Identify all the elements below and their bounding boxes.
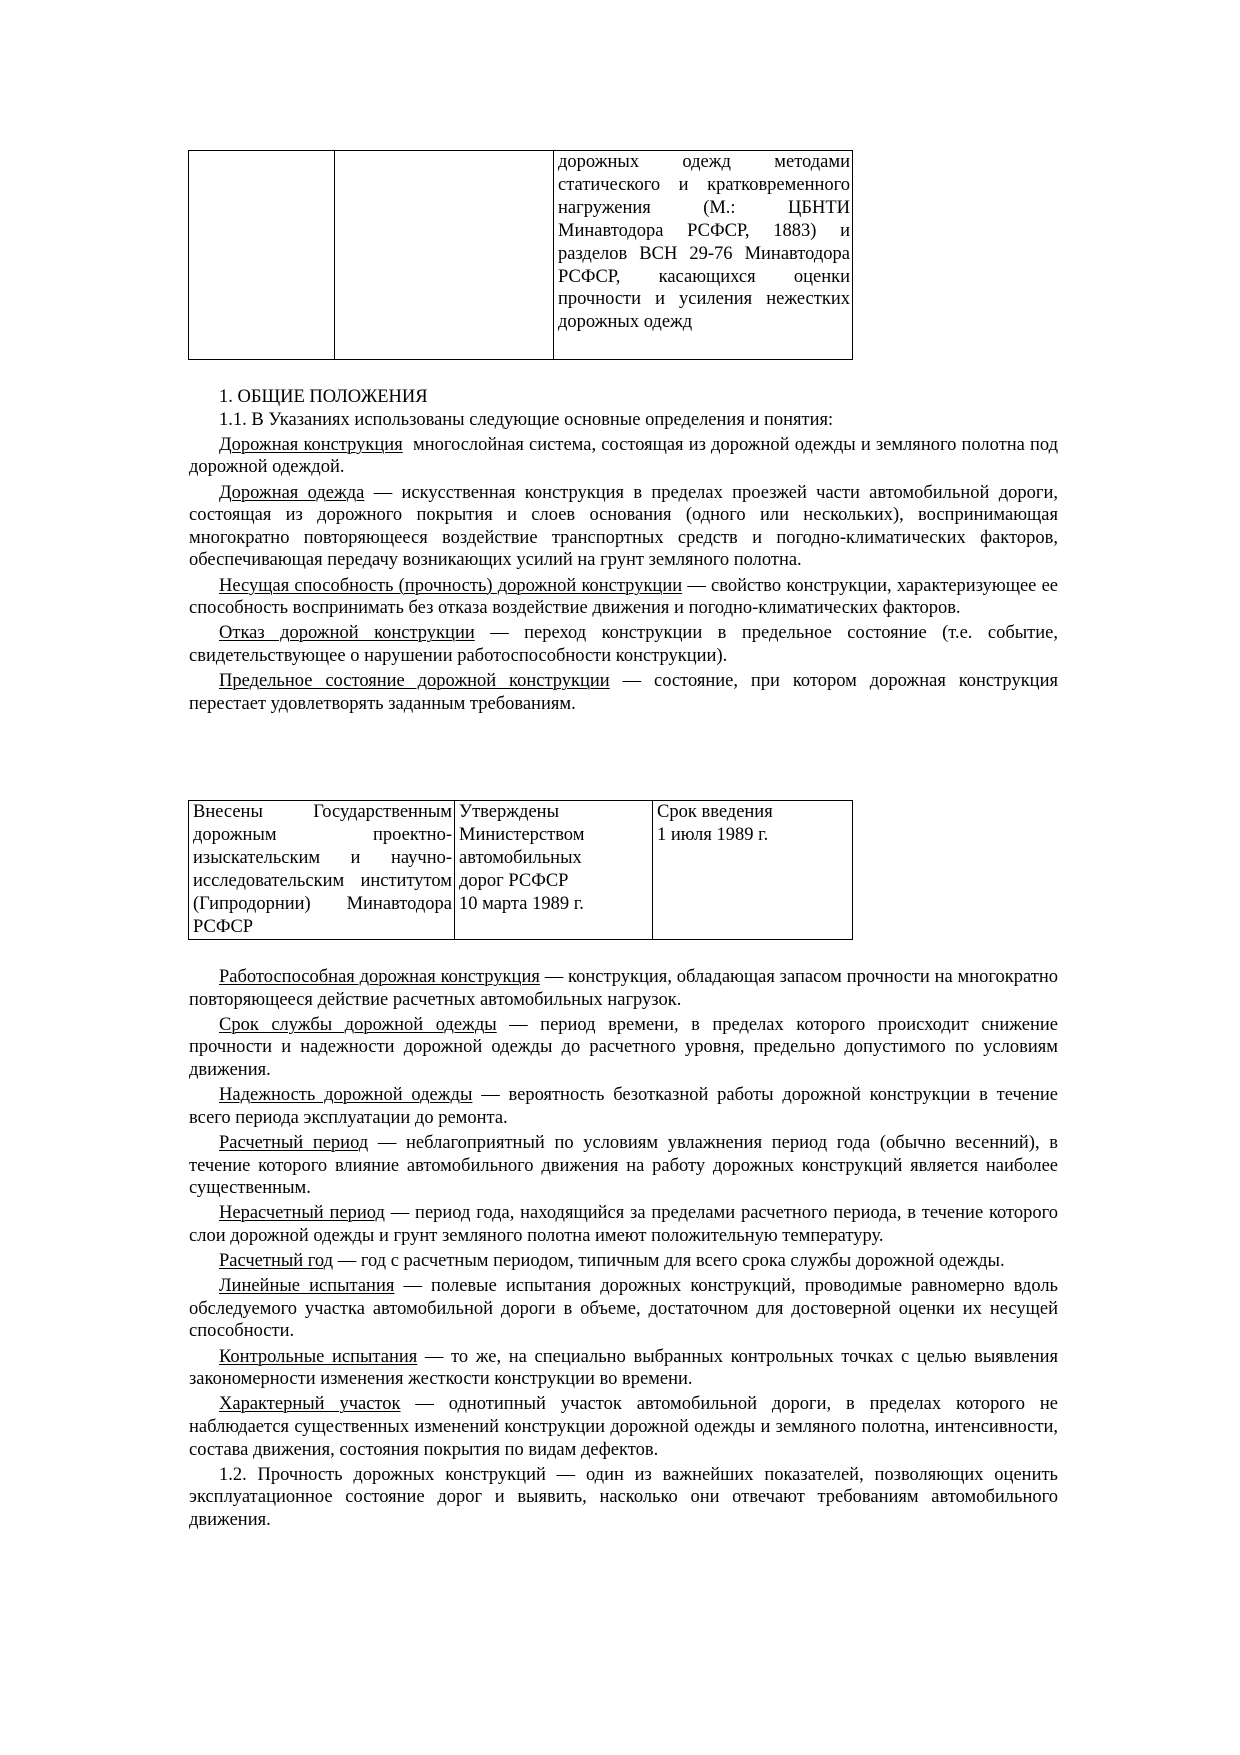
clause-1-2: 1.2. Прочность дорожных конструкций — один из важнейших показателей, позволяющих оценить эксплуатационное состояние дорог и выявить, насколько они отвечают требованиям автомобильного движения. [189, 1464, 1058, 1530]
definition-term: Дорожная конструкция [219, 434, 403, 455]
general-provisions-part-2 [189, 966, 1058, 1534]
table-cell-empty-1 [189, 151, 335, 360]
approved-line: Министерством [459, 824, 585, 845]
effective-label: Срок введения [657, 802, 773, 822]
table-row [189, 151, 853, 360]
definition-text: — однотипный участок автомобильной дороги, в пределах которого не наблюдается существенных изменений конструкции дорожной одежды и земляного полотна, интенсивности, состава движения, состояния покрытия по видам дефектов. [189, 1394, 1058, 1460]
definition-text: — полевые испытания дорожных конструкций, проводимые равномерно вдоль обследуемого участка автомобильной дороги в объеме, достаточном для достоверной оценки их несущей способности. [189, 1276, 1058, 1342]
definition-term: Срок службы дорожной одежды [219, 1014, 497, 1035]
definition-term: Несущая способность (прочность) дорожной конструкции [219, 575, 683, 596]
approval-table [188, 800, 853, 940]
definition-text: многослойная система, состоящая из дорожной одежды и земляного полотна под дорожной одеждой. [189, 434, 1063, 478]
definition-paragraph [189, 1346, 1058, 1391]
continuation-table [188, 150, 853, 360]
definition-term: Контрольные испытания [219, 1346, 418, 1367]
definition-paragraph [189, 1275, 1058, 1343]
approved-date: 10 марта 1989 г. [459, 893, 584, 914]
definition-term: Работоспособная дорожная конструкция [219, 967, 540, 987]
approved-line: Утверждены [459, 802, 560, 822]
definition-paragraph [189, 966, 1058, 1011]
definition-paragraph [189, 575, 1058, 620]
definition-paragraph [189, 1393, 1058, 1461]
section-heading: 1. ОБЩИЕ ПОЛОЖЕНИЯ [219, 387, 428, 407]
table-cell-description: дорожных одежд методами статического и кратковременного нагружения (М.: ЦБНТИ Минавтодора РСФСР, 1883) и разделов ВСН 29-76 Минавтодора РСФСР, касающихся оценки прочности и усиления нежестких дорожных одежд [554, 151, 853, 360]
definition-text: — искусственная конструкция в пределах проезжей части автомобильной дороги, состоящая из дорожного покрытия и слоев основания (одного или нескольких), воспринимающая многократно повторяющееся воздействие транспортных средств и погодно-климатических факторов, обеспечивающая передачу возникающих усилий на грунт земляного полотна. [189, 482, 1058, 571]
definition-paragraph [189, 1084, 1058, 1129]
table-row [189, 801, 853, 940]
definition-paragraph [189, 1132, 1058, 1200]
definition-text: — состояние, при котором дорожная конструкция перестает удовлетворять заданным требованиям. [189, 671, 1058, 714]
effective-date-cell [653, 801, 853, 940]
definition-term: Отказ дорожной конструкции [219, 623, 475, 644]
approved-line: автомобильных [459, 847, 582, 868]
approved-by-cell [455, 801, 653, 940]
definition-text: — свойство конструкции, характеризующее ее способность воспринимать без отказа воздействие движения и погодно-климатических факторов. [189, 575, 1058, 619]
definition-text: — неблагоприятный по условиям увлажнения период года (обычно весенний), в течение которого влияние автомобильного движения на работу дорожных конструкций является наиболее существенным. [189, 1132, 1058, 1199]
effective-date: 1 июля 1989 г. [657, 824, 769, 845]
definition-term: Расчетный год [219, 1251, 334, 1272]
definition-text: — конструкция, обладающая запасом прочности на многократно повторяющееся действие расчетных автомобильных нагрузок. [189, 967, 1058, 1010]
definition-term: Характерный участок [219, 1394, 401, 1415]
definition-text: — то же, на специально выбранных контрольных точках с целью выявления закономерности изменения жесткости конструкции во времени. [189, 1346, 1058, 1390]
definition-text: — период года, находящийся за пределами расчетного периода, в течение которого слои дорожной одежды и грунт земляного полотна имеют положительную температуру. [189, 1203, 1058, 1246]
definition-text: — переход конструкции в предельное состояние (т.е. событие, свидетельствующее о нарушении работоспособности конструкции). [189, 623, 1058, 666]
definition-term: Линейные испытания [219, 1276, 395, 1297]
definition-term: Расчетный период [219, 1132, 369, 1153]
definition-term: Предельное состояние дорожной конструкции [219, 671, 610, 692]
section-intro: 1.1. В Указаниях использованы следующие основные определения и понятия: [219, 409, 834, 430]
definition-paragraph [189, 622, 1058, 667]
definition-paragraph [189, 1014, 1058, 1082]
definition-paragraph [189, 482, 1058, 572]
definition-paragraph [189, 1202, 1058, 1247]
definition-text: — период времени, в пределах которого происходит снижение прочности и надежности дорожной одежды до расчетного уровня, предельно допустимого по условиям движения. [189, 1014, 1058, 1080]
definition-paragraph [189, 434, 1063, 479]
definition-term: Нерасчетный период [219, 1203, 385, 1224]
approved-line: дорог РСФСР [459, 870, 569, 891]
definition-term: Надежность дорожной одежды [219, 1085, 473, 1106]
definition-text: — год с расчетным периодом, типичным для всего срока службы дорожной одежды. [333, 1251, 1005, 1272]
definition-term: Дорожная одежда [219, 482, 365, 503]
definition-paragraph [189, 670, 1058, 715]
definition-paragraph [189, 1250, 1058, 1273]
table-cell-empty-2 [335, 151, 554, 360]
submitted-by-cell: Внесены Государственным дорожным проектно-изыскательским и научно-исследовательским институтом (Гипродорнии) Минавтодора РСФСР [189, 801, 455, 940]
definition-text: — вероятность безотказной работы дорожной конструкции в течение всего периода эксплуатации до ремонта. [189, 1085, 1058, 1128]
general-provisions-part-1 [189, 386, 1063, 718]
